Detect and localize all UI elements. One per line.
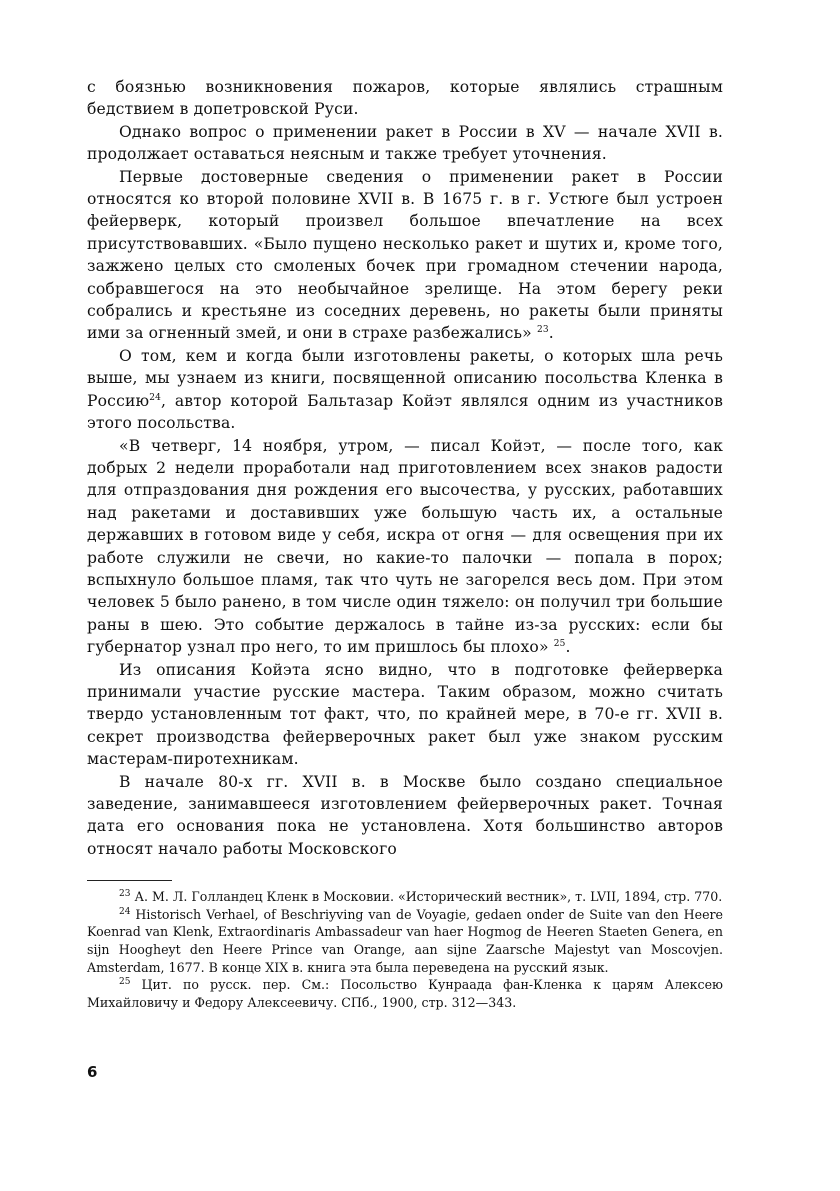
footnote: $^{25}$ Цит. по русск. пер. См.: Посольство Кунраада фан-Кленка к царям Алексею Михайловичу и Федору Алексеевичу. СПб., 1900, стр. 312—343. (87, 977, 723, 1010)
page-number: 6 (87, 1063, 98, 1081)
paragraph: В начале 80-х гг. XVII в. в Москве было создано специальное заведение, занимавшееся изготовлением фейерверочных ракет. Точная дата его основания пока не установлена. Хотя большинство авторов относят начало работы Московского (87, 772, 723, 858)
paragraph: с боязнью возникновения пожаров, которые являлись страшным бедствием в допетровской Руси. (87, 78, 723, 119)
paragraph: Из описания Койэта ясно видно, что в подготовке фейерверка принимали участие русские мастера. Таким образом, можно считать твердо установленным тот факт, что, по крайней мере, в 70-е гг. XVII в. секрет производства фейерверочных ракет был уже знаком русским мастерам-пиротехникам. (87, 660, 723, 769)
footnote: $^{23}$ А. М. Л. Голландец Кленк в Московии. «Исторический вестник», т. LVII, 1894, стр. 770. (119, 889, 723, 905)
paragraph: О том, кем и когда были изготовлены ракеты, о которых шла речь выше, мы узнаем из книги, посвященной описанию посольства Кленка в Россию$^{24}$, автор которой Бальтазар Койэт являлся одним из участников этого посольства. (87, 346, 723, 433)
footnote-ref: 24 (149, 392, 161, 403)
paragraph: Однако вопрос о применении ракет в России в XV — начале XVII в. продолжает оставаться неясным и также требует уточнения. (87, 122, 723, 164)
footnote-ref: 25 (553, 638, 566, 649)
footnote: $^{24}$ Historisch Verhael, of Beschriyving van de Voyagie, gedaen onder de Suite van den Heere Koenrad van Klenk, Extraordinaris Ambassadeur van haer Hogmog de Heeren Staeten Genera, en sijn Hoogheyt den Heere Prince van Orange, aan sijne Zaarsche Majestyt van Moscovjen. Amsterdam, 1677. В конце XIX в. книга эта была переведена на русский язык. (87, 906, 723, 975)
footnote-divider (87, 880, 172, 881)
paragraph: «В четверг, 14 ноября, утром, — писал Койэт, — после того, как добрых 2 недели проработали над приготовлением всех знаков радости для отпраздования дня рождения его высочества, у русских, работавших над ракетами и доставивших уже большую часть их, а остальные державших в готовом виде у себя, искра от огня — для освещения при их работе служили не свечи, но какие-то палочки — попала в порох; вспыхнуло большое пламя, так что чуть не загорелся весь дом. При этом человек 5 было ранено, в том числе один тяжело: он получил три большие раны в шею. Это событие держалось в тайне из-за русских: если бы губернатор узнал про него, то им пришлось бы плохо» $^{25}$. (87, 436, 723, 657)
footnote-ref: 23 (536, 325, 549, 336)
footnotes (87, 880, 723, 1011)
paragraph: Первые достоверные сведения о применении ракет в России относятся ко второй половине XVII в. В 1675 г. в г. Устюге был устроен фейерверк, который произвел большое впечатление на всех присутствовавших. «Было пущено несколько ракет и шутих и, кроме того, зажжено целых сто смоленых бочек при громадном стечении народа, собравшегося на это необычайное зрелище. На этом берегу реки собрались и крестьяне из соседних деревень, но ракеты были приняты ими за огненный змей, и они в страхе разбежались» $^{23}$. (87, 167, 723, 343)
main-text (87, 76, 723, 860)
